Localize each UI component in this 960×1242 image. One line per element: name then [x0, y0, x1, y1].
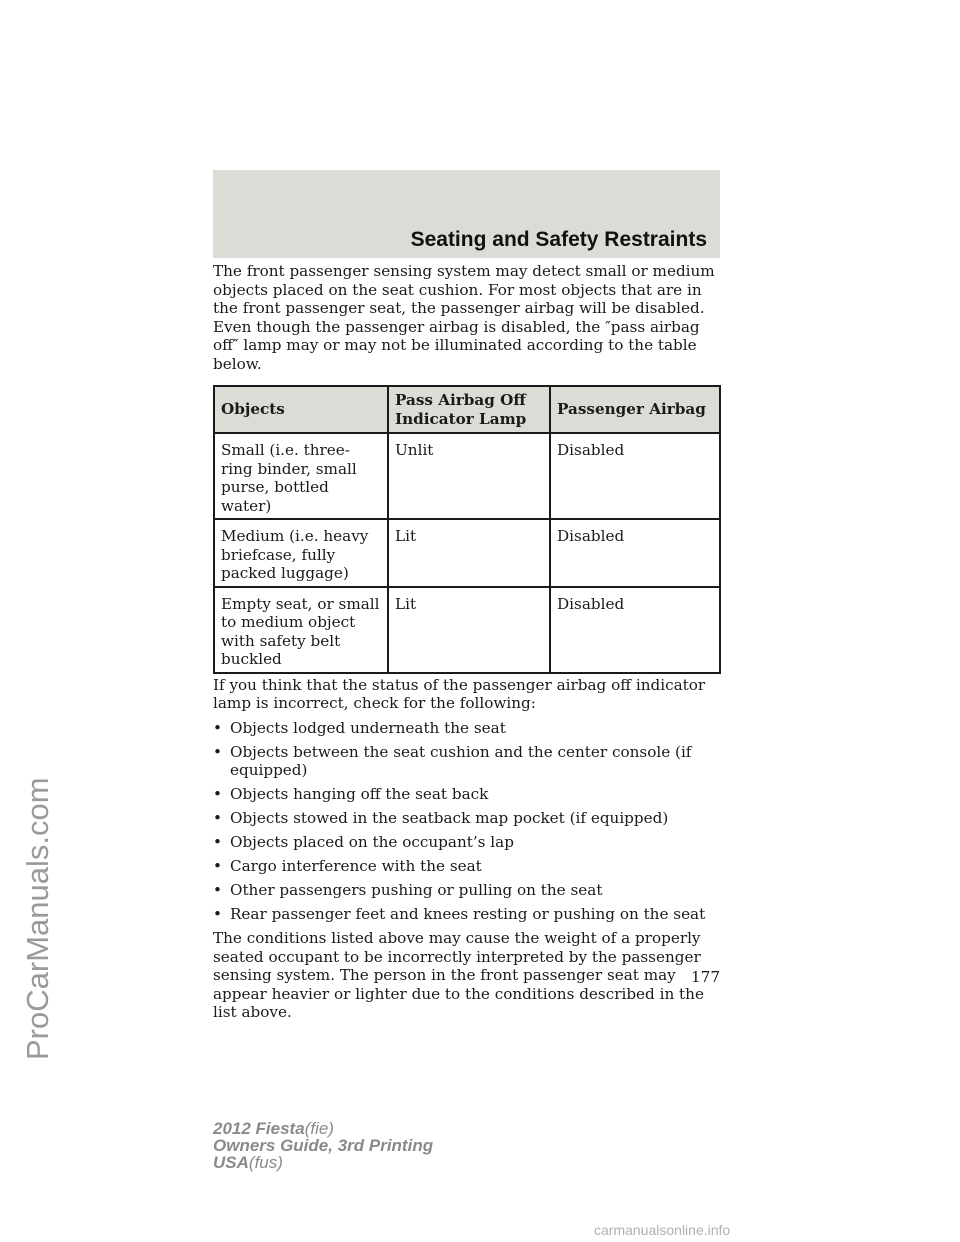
bullet-icon: •	[213, 809, 222, 827]
table-cell: Lit	[388, 519, 550, 587]
list-item-text: Objects hanging off the seat back	[230, 785, 489, 803]
table-cell: Unlit	[388, 433, 550, 519]
list-item-text: Other passengers pushing or pulling on the seat	[230, 881, 603, 899]
footer-model: 2012 Fiesta	[213, 1119, 305, 1138]
bullet-icon: •	[213, 833, 222, 851]
table-cell: Disabled	[550, 433, 720, 519]
table-header-cell: Objects	[214, 386, 388, 433]
site-watermark: carmanualsonline.info	[594, 1222, 731, 1238]
bullet-icon: •	[213, 905, 222, 923]
checklist	[213, 719, 721, 924]
list-item	[213, 809, 721, 828]
footer-line-market	[213, 1154, 433, 1171]
footer-guide: Owners Guide, 3rd Printing	[213, 1136, 434, 1155]
table-row	[214, 519, 720, 587]
footer-market: USA	[213, 1153, 249, 1172]
list-item-text: Objects between the seat cushion and the center console (if equipped)	[230, 742, 692, 779]
list-item	[213, 857, 721, 876]
table-header-cell: Pass Airbag Off Indicator Lamp	[388, 386, 550, 433]
table-cell: Lit	[388, 587, 550, 673]
footer-line-guide	[213, 1137, 433, 1154]
page-number: 177	[691, 968, 720, 986]
table-header-row	[214, 386, 720, 433]
footer-model-code: (fie)	[304, 1119, 334, 1138]
list-item	[213, 785, 721, 804]
table-cell: Empty seat, or small to medium object with safety belt buckled	[214, 587, 388, 673]
bullet-icon: •	[213, 742, 222, 761]
airbag-status-table	[213, 385, 721, 674]
bullet-icon: •	[213, 881, 222, 899]
closing-paragraph: The conditions listed above may cause the weight of a properly seated occupant to be incorrectly interpreted by the passenger sensing system. The person in the front passenger seat may appear heavier or lighter due to the conditions described in the list above.	[213, 929, 704, 1021]
page-content	[213, 262, 721, 1022]
list-item	[213, 905, 721, 924]
bullet-icon: •	[213, 857, 222, 875]
list-item	[213, 743, 721, 780]
list-item	[213, 719, 721, 738]
table-row	[214, 433, 720, 519]
footer-market-code: (fus)	[248, 1153, 283, 1172]
table-row	[214, 587, 720, 673]
list-item-text: Rear passenger feet and knees resting or pushing on the seat	[230, 905, 706, 923]
footer-line-model	[213, 1120, 433, 1137]
list-item-text: Cargo interference with the seat	[230, 857, 482, 875]
list-item-text: Objects stowed in the seatback map pocket (if equipped)	[230, 809, 669, 827]
check-paragraph: If you think that the status of the passenger airbag off indicator lamp is incorrect, check for the following:	[213, 675, 706, 712]
list-item-text: Objects lodged underneath the seat	[230, 718, 506, 737]
list-item-text: Objects placed on the occupant’s lap	[230, 833, 514, 851]
footer	[213, 1120, 433, 1171]
table-cell: Medium (i.e. heavy briefcase, fully packed luggage)	[214, 519, 388, 587]
bullet-icon: •	[213, 785, 222, 803]
intro-paragraph: The front passenger sensing system may detect small or medium objects placed on the seat cushion. For most objects that are in the front passenger seat, the passenger airbag will be disabled. Even though the passenger airbag is disabled, the ″pass airbag off″ lamp may or may not be illuminated according to the table below.	[213, 262, 715, 373]
section-title: Seating and Safety Restraints	[410, 228, 707, 251]
table-cell: Small (i.e. three-ring binder, small purse, bottled water)	[214, 433, 388, 519]
table-cell: Disabled	[550, 519, 720, 587]
table-cell: Disabled	[550, 587, 720, 673]
table-header-cell: Passenger Airbag	[550, 386, 720, 433]
list-item	[213, 833, 721, 852]
side-watermark: ProCarManuals.com	[20, 777, 55, 1060]
bullet-icon: •	[213, 718, 222, 737]
list-item	[213, 881, 721, 900]
